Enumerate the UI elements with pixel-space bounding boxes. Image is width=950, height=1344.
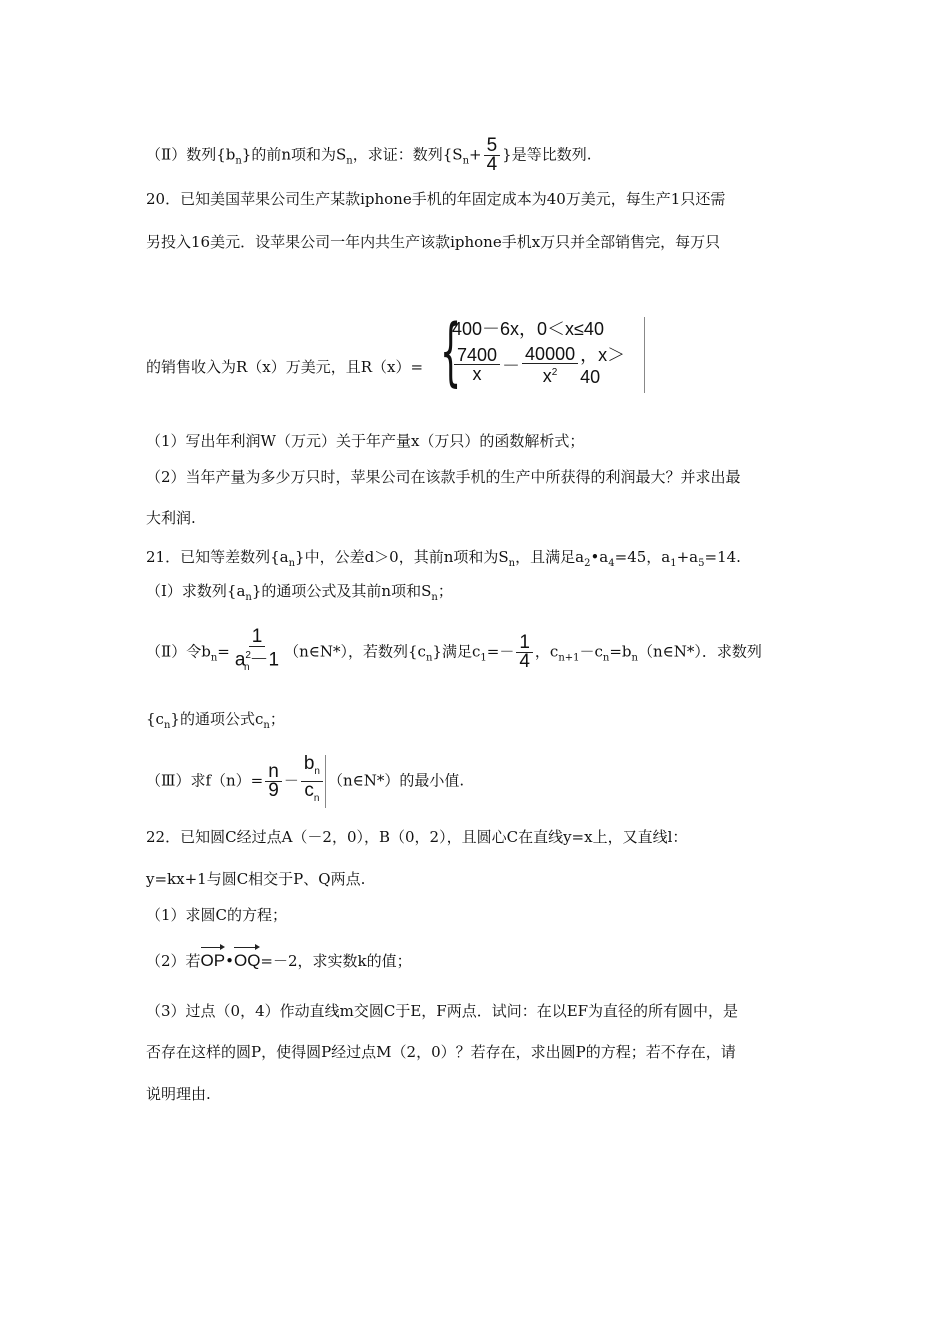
p20-q1: （1）写出年利润W（万元）关于年产量x（万只）的函数解析式；: [146, 432, 585, 450]
vector-oq: OQ: [233, 951, 261, 970]
fraction-40000-x2: $\frac{40000}{x^2}$: [522, 345, 578, 385]
case-2: $\frac{7400}{x}$ － $\frac{40000}{x^2}$ ，x＞40: [452, 341, 645, 388]
p21-line1: 21．已知等差数列$\{a_n\}$中，公差d＞0，其前n项和为$S_n$，且满足$a_2•a_4=45$，$a_1+a_5=14$.: [146, 548, 741, 569]
piecewise-function: [440, 309, 645, 395]
vector-op: OP: [200, 951, 226, 970]
fraction-1-4: $\frac{1}{4}$: [516, 634, 533, 671]
p20-line2: 另投入16美元．设苹果公司一年内共生产该款iphone手机x万只并全部销售完，每万只: [146, 233, 721, 251]
p22-q3a: （3）过点（0，4）作动直线m交圆C于E，F两点．试问：在以EF为直径的所有圆中，是: [146, 1002, 739, 1020]
p21-q2: （Ⅱ）令$b_n=$ $\frac{1}{a^2_n-1}$ （n∈N*），若数列$\{c_n\}$满足$c_1=-$ $\frac{1}{4}$ ，$c_{n+1}-c_n=b_n(n\in N*)$．求数列: [146, 628, 762, 680]
p21-q2-cont: $\{c_n\}$的通项公式$c_n$；: [146, 710, 285, 731]
p22-line1: 22．已知圆C经过点A（－2，0），B（0，2），且圆心C在直线y=x上，又直线l：: [146, 828, 688, 846]
fraction-5-4: $\frac{5}{4}$: [484, 137, 501, 174]
p21-q1: （Ⅰ）求数列$\{a_n\}$的通项公式及其前n项和$S_n$；: [146, 582, 453, 603]
case-1: 400－6x，0＜x≤40: [452, 319, 604, 339]
box-edge: [644, 317, 645, 393]
fraction-bn-def: $\frac{1}{a^2_n-1}$: [234, 626, 280, 674]
p22-line2: y=kx+1与圆C相交于P、Q两点.: [146, 870, 366, 888]
p20-q2b: 大利润.: [146, 509, 196, 527]
p22-q1: （1）求圆C的方程；: [146, 906, 288, 924]
fraction-7400-x: $\frac{7400}{x}$: [454, 346, 500, 383]
p20-line1: 20．已知美国苹果公司生产某款iphone手机的年固定成本为40万美元，每生产1只还需: [146, 190, 726, 208]
fraction-bn-cn: $\frac{b_n}{c_n}$: [301, 755, 326, 808]
fraction-n-9: $\frac{n}{9}$: [265, 763, 282, 800]
p22-q3b: 否存在这样的圆P，使得圆P经过点M（2，0）？若存在，求出圆P的方程；若不存在，请: [146, 1043, 736, 1061]
brace-glyph: {: [440, 309, 462, 395]
p22-q3c: 说明理由.: [146, 1085, 211, 1103]
p20-q2a: （2）当年产量为多少万只时，苹果公司在该款手机的生产中所获得的利润最大？并求出最: [146, 468, 741, 486]
p22-q2: （2）若OP•OQ=－2，求实数k的值；: [146, 951, 412, 970]
p21-q3: （Ⅲ）求f（n）= $\frac{n}{9}$ － $\frac{b_n}{c_n}$ （n∈N*）的最小值.: [146, 755, 464, 808]
p19-part2: （Ⅱ）数列$\{b_n\}$的前n项和为$S_n$，求证：数列{$S_n+$ $\frac{5}{4}$ }是等比数列.: [146, 135, 592, 175]
p20-line3: 的销售收入为R（x）万美元，且R（x）=: [146, 358, 424, 376]
